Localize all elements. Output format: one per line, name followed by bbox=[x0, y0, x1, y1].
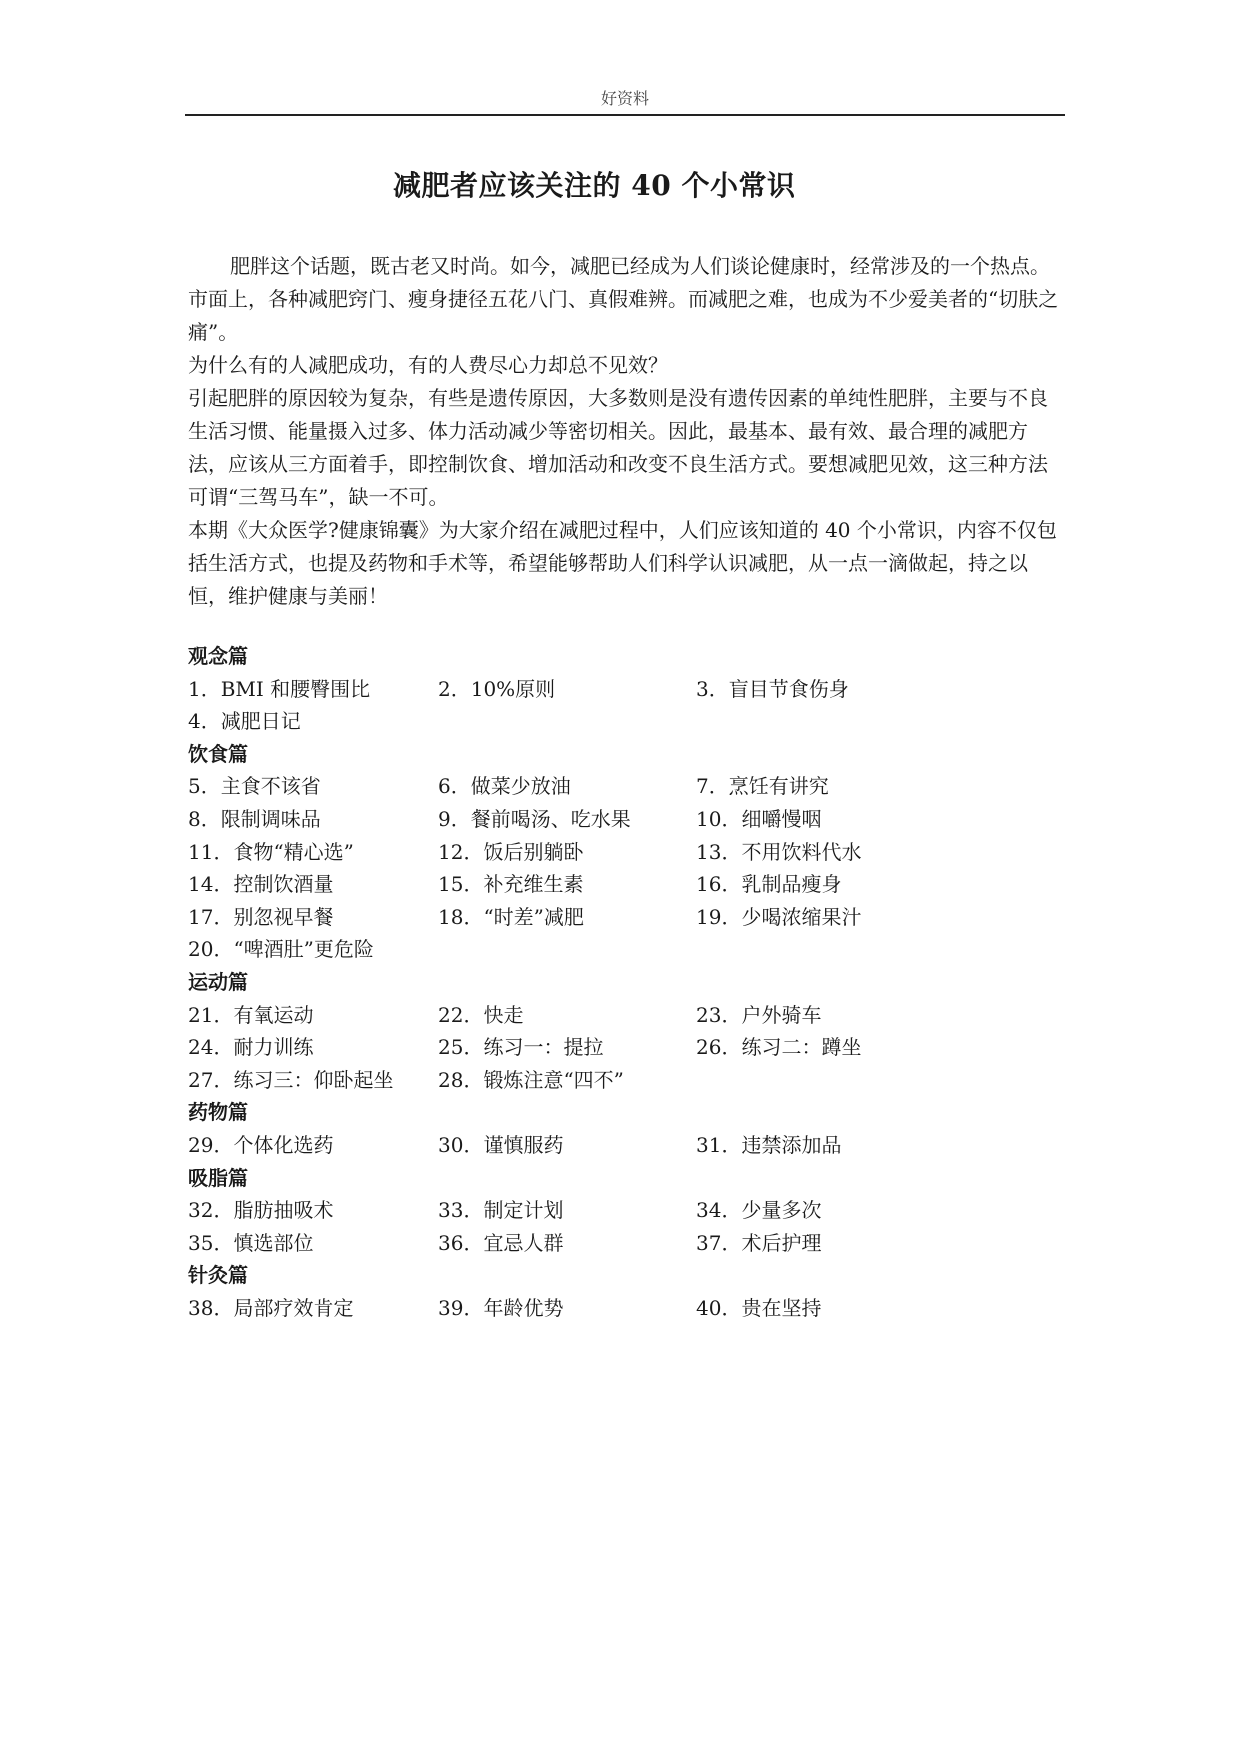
list-item: 9．餐前喝汤、吃水果 bbox=[438, 806, 631, 831]
list-row bbox=[188, 1227, 1060, 1260]
list-item: 4．减肥日记 bbox=[188, 709, 301, 734]
list-row bbox=[188, 933, 1060, 966]
list-item: 10．细嚼慢咽 bbox=[696, 806, 822, 831]
list-row bbox=[188, 999, 1060, 1032]
list-item: 37．术后护理 bbox=[696, 1230, 822, 1255]
section-title: 针灸篇 bbox=[188, 1263, 248, 1288]
list-item: 22．快走 bbox=[438, 1002, 524, 1027]
intro-section bbox=[188, 250, 1060, 613]
list-item: 11．食物“精心选” bbox=[188, 839, 354, 864]
list-row bbox=[188, 1064, 1060, 1097]
list-item: 13．不用饮料代水 bbox=[696, 839, 862, 864]
list-row bbox=[188, 1031, 1060, 1064]
intro-paragraph: 引起肥胖的原因较为复杂，有些是遗传原因，大多数则是没有遗传因素的单纯性肥胖，主要与不良生活习惯、能量摄入过多、体力活动减少等密切相关。因此，最基本、最有效、最合理的减肥方法，应该从三方面着手，即控制饮食、增加活动和改变不良生活方式。要想减肥见效，这三种方法可谓“三驾马车”，缺一不可。 bbox=[188, 386, 1048, 509]
list-row bbox=[188, 803, 1060, 836]
list-item: 16．乳制品瘦身 bbox=[696, 872, 842, 897]
list-row bbox=[188, 1194, 1060, 1227]
document-title: 减肥者应该关注的 40 个小常识 bbox=[393, 169, 796, 202]
section-title: 饮食篇 bbox=[188, 741, 248, 766]
list-item: 40．贵在坚持 bbox=[696, 1295, 822, 1320]
list-item: 27．练习三：仰卧起坐 bbox=[188, 1067, 394, 1092]
intro-paragraph: 肥胖这个话题，既古老又时尚。如今，减肥已经成为人们谈论健康时，经常涉及的一个热点。市面上，各种减肥窍门、瘦身捷径五花八门、真假难辨。而减肥之难，也成为不少爱美者的“切肤之痛”。 bbox=[188, 254, 1059, 344]
list-item: 6．做菜少放油 bbox=[438, 774, 571, 799]
list-row bbox=[188, 673, 1060, 706]
list-item: 31．违禁添加品 bbox=[696, 1132, 842, 1157]
list-item: 1．BMI 和腰臀围比 bbox=[188, 676, 371, 701]
list-item: 12．饭后别躺卧 bbox=[438, 839, 584, 864]
list-item: 5．主食不该省 bbox=[188, 774, 321, 799]
list-item: 34．少量多次 bbox=[696, 1198, 822, 1223]
list-item: 2．10%原则 bbox=[438, 676, 556, 701]
list-item: 25．练习一：提拉 bbox=[438, 1035, 604, 1060]
page-header: 好资料 bbox=[600, 89, 649, 108]
list-item: 15．补充维生素 bbox=[438, 872, 584, 897]
list-item: 39．年龄优势 bbox=[438, 1295, 564, 1320]
list-item: 18．“时差”减肥 bbox=[438, 904, 584, 929]
list-row bbox=[188, 1292, 1060, 1325]
list-row bbox=[188, 836, 1060, 869]
list-item: 38．局部疗效肯定 bbox=[188, 1295, 354, 1320]
list-item: 17．别忽视早餐 bbox=[188, 904, 334, 929]
list-item: 24．耐力训练 bbox=[188, 1035, 314, 1060]
list-row bbox=[188, 901, 1060, 934]
section-title: 药物篇 bbox=[188, 1100, 248, 1125]
list-item: 29．个体化选药 bbox=[188, 1132, 334, 1157]
list-item: 35．慎选部位 bbox=[188, 1230, 314, 1255]
header-rule bbox=[185, 114, 1065, 116]
list-row bbox=[188, 1129, 1060, 1162]
list-item: 32．脂肪抽吸术 bbox=[188, 1198, 334, 1223]
list-item: 28．锻炼注意“四不” bbox=[438, 1067, 624, 1092]
list-item: 7．烹饪有讲究 bbox=[696, 774, 829, 799]
list-item: 20．“啤酒肚”更危险 bbox=[188, 937, 374, 962]
intro-paragraph: 本期《大众医学?健康锦囊》为大家介绍在减肥过程中，人们应该知道的 40 个小常识，内容不仅包括生活方式，也提及药物和手术等，希望能够帮助人们科学认识减肥，从一点一滴做起，持之以恒，维护健康与美丽！ bbox=[188, 518, 1057, 608]
list-item: 36．宜忌人群 bbox=[438, 1230, 564, 1255]
list-row bbox=[188, 770, 1060, 803]
list-item: 23．户外骑车 bbox=[696, 1002, 822, 1027]
topic-sections bbox=[188, 640, 1060, 1324]
list-row bbox=[188, 868, 1060, 901]
list-item: 33．制定计划 bbox=[438, 1198, 564, 1223]
list-item: 21．有氧运动 bbox=[188, 1002, 314, 1027]
list-item: 19．少喝浓缩果汁 bbox=[696, 904, 862, 929]
list-item: 14．控制饮酒量 bbox=[188, 872, 334, 897]
list-row bbox=[188, 705, 1060, 738]
list-item: 8．限制调味品 bbox=[188, 806, 321, 831]
list-item: 30．谨慎服药 bbox=[438, 1132, 564, 1157]
intro-paragraph: 为什么有的人减肥成功，有的人费尽心力却总不见效？ bbox=[188, 353, 668, 377]
list-item: 26．练习二：蹲坐 bbox=[696, 1035, 862, 1060]
section-title: 观念篇 bbox=[188, 644, 248, 668]
section-title: 吸脂篇 bbox=[188, 1165, 248, 1190]
section-title: 运动篇 bbox=[188, 969, 248, 994]
list-item: 3．盲目节食伤身 bbox=[696, 676, 849, 701]
